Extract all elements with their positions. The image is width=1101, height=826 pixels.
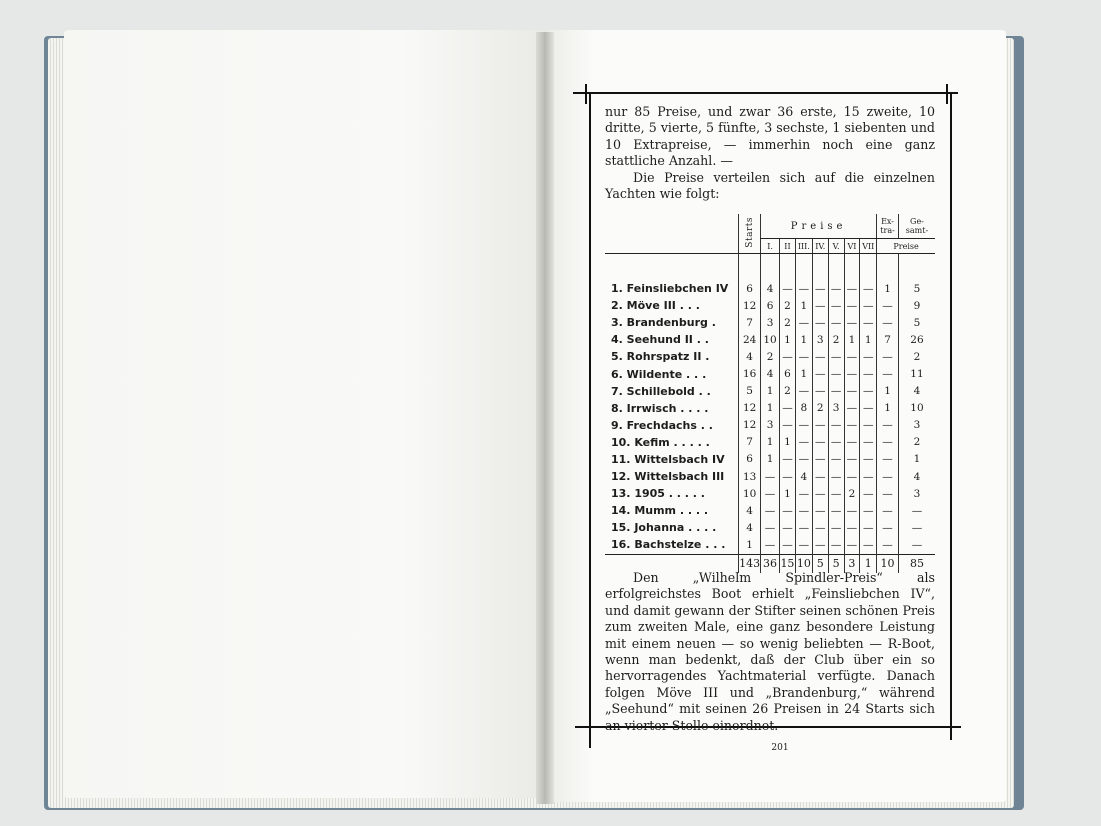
boat-name-cell: 11. Wittelsbach IV [611,452,725,466]
prize-cell: 3 [828,400,844,417]
prize-cell: — [828,297,844,314]
boat-name-cell: 14. Mumm . . . . [611,504,709,518]
prize-cell: — [844,502,860,519]
starts-cell: 4 [739,348,761,365]
prize-cell: — [795,383,812,400]
roman-header: VII [860,239,877,254]
starts-cell: 16 [739,365,761,382]
prize-total-cell: 5 [812,554,828,573]
prize-cell: — [844,434,860,451]
prize-cell: — [779,280,795,297]
prize-cell: — [844,348,860,365]
prize-cell: — [844,417,860,434]
prize-cell: — [860,297,877,314]
prize-cell: — [828,348,844,365]
prize-cell: — [844,519,860,536]
prize-cell: — [761,536,780,554]
starts-cell: 7 [739,434,761,451]
right-vertical-rule [950,92,952,740]
table-body [605,254,935,573]
prize-cell: — [795,348,812,365]
prize-cell: 1 [761,451,780,468]
prize-cell: 2 [779,314,795,331]
table-row [605,434,935,451]
table-row [605,365,935,382]
prize-cell: 1 [844,331,860,348]
prize-cell: — [779,348,795,365]
extra-cell: 1 [877,280,899,297]
spacer-cell [795,254,812,281]
prize-cell: — [812,519,828,536]
prize-total-cell: 5 [828,554,844,573]
table-row [605,383,935,400]
prize-cell: — [844,536,860,554]
boat-name-cell: 6. Wildente . . . [611,367,707,381]
spacer-cell [812,254,828,281]
extra-cell: — [877,348,899,365]
prize-cell: — [779,502,795,519]
boat-name-cell: 5. Rohrspatz II . [611,350,710,364]
prize-cell: — [812,502,828,519]
prize-cell: 1 [779,331,795,348]
prize-cell: 1 [761,400,780,417]
starts-cell: 7 [739,314,761,331]
prize-cell: — [795,502,812,519]
top-right-tick [946,84,948,104]
preise-header: Preise [761,214,877,239]
total-cell: — [898,502,935,519]
extra-header: Ex-tra- [877,214,899,239]
prize-cell: — [828,314,844,331]
total-cell: — [898,536,935,554]
prize-cell: — [812,383,828,400]
extra-cell: — [877,519,899,536]
prize-cell: — [860,451,877,468]
prize-cell: — [860,519,877,536]
total-cell: 10 [898,400,935,417]
prize-cell: — [860,383,877,400]
starts-cell: 12 [739,400,761,417]
extra-cell: 1 [877,383,899,400]
prize-cell: — [812,365,828,382]
table-row [605,314,935,331]
prize-cell: — [828,383,844,400]
extra-cell: — [877,451,899,468]
prize-cell: 8 [795,400,812,417]
prize-cell: — [812,434,828,451]
starts-cell: 6 [739,280,761,297]
boat-name-cell: 8. Irrwisch . . . . [611,401,709,415]
prize-cell: — [761,468,780,485]
prize-cell: — [795,485,812,502]
prize-cell: — [761,519,780,536]
total-cell: 26 [898,331,935,348]
prize-cell: — [860,365,877,382]
boat-name-cell: 1. Feinsliebchen IV [611,282,729,296]
paragraph-closing: Den „Wilhelm Spindler-Preis“ als erfolgreichstes Boot erhielt „Feinsliebchen IV“, und damit gewann der Stifter seinen schönen Preis zum zweiten Male, eine ganz besondere Leistung mit einem neuen — so wenig beliebten — R-Boot, wenn man bedenkt, daß der Club über ein so hervorragendes Yachtmaterial verfügte. Danach folgen Möve III und „Brandenburg,“ während „Seehund“ mit seinen 26 Preisen in 24 Starts sich an vierter Stelle einordnet. [605,570,935,733]
prize-cell: — [860,314,877,331]
table-row [605,468,935,485]
table-row [605,502,935,519]
boat-name-cell: 3. Brandenburg . [611,316,716,330]
boat-name-cell: 2. Möve III . . . [611,299,700,313]
name-header [605,214,739,254]
prize-cell: — [812,280,828,297]
prize-cell: 2 [779,297,795,314]
boat-name-cell: 15. Johanna . . . . [611,521,717,535]
prize-cell: — [779,519,795,536]
prize-cell: — [795,417,812,434]
spacer-cell [828,254,844,281]
spacer-cell [779,254,795,281]
prize-cell: 2 [812,400,828,417]
prize-cell: 4 [761,365,780,382]
prize-cell: — [828,434,844,451]
prize-cell: — [860,348,877,365]
roman-header: IV. [812,239,828,254]
prize-cell: — [828,417,844,434]
starts-cell: 4 [739,519,761,536]
prize-cell: — [795,536,812,554]
gesamt-header: Ge-samt- [898,214,935,239]
total-cell: 5 [898,280,935,297]
prize-cell: — [795,451,812,468]
prize-cell: 2 [761,348,780,365]
prize-cell: — [812,417,828,434]
extra-cell: — [877,417,899,434]
total-cell: 1 [898,451,935,468]
extra-cell: — [877,536,899,554]
prize-cell: 2 [828,331,844,348]
prize-cell: — [860,536,877,554]
starts-cell: 13 [739,468,761,485]
prize-cell: — [860,417,877,434]
prize-cell: — [844,297,860,314]
starts-cell: 12 [739,417,761,434]
prize-cell: — [812,314,828,331]
total-cell: 9 [898,297,935,314]
prize-cell: 1 [860,331,877,348]
prize-cell: — [812,451,828,468]
prize-cell: 6 [779,365,795,382]
prize-cell: — [844,365,860,382]
prize-cell: — [828,502,844,519]
starts-header: Starts [739,214,761,254]
spacer-cell [898,254,935,281]
boat-name-cell: 7. Schillebold . . [611,384,711,398]
prize-total-cell: 3 [844,554,860,573]
prize-cell: 1 [779,485,795,502]
starts-cell: 6 [739,451,761,468]
boat-name-cell: 13. 1905 . . . . . [611,487,705,501]
table-row [605,417,935,434]
roman-header: II [779,239,795,254]
prize-cell: 1 [779,434,795,451]
boat-name-cell: 9. Frechdachs . . [611,418,713,432]
prize-cell: — [761,485,780,502]
prize-cell: 4 [795,468,812,485]
prize-cell: 1 [795,331,812,348]
prize-cell: 1 [795,365,812,382]
table-row [605,348,935,365]
spacer-cell [739,254,761,281]
extra-cell: — [877,502,899,519]
prize-cell: — [828,536,844,554]
spacer-cell [877,254,899,281]
grand-total-cell: 85 [898,554,935,573]
prize-cell: — [844,314,860,331]
total-cell: 3 [898,417,935,434]
prize-cell: — [795,280,812,297]
extra-cell: — [877,314,899,331]
prize-cell: 3 [761,417,780,434]
extra-cell: — [877,468,899,485]
prize-cell: — [844,468,860,485]
prize-cell: — [812,468,828,485]
prize-cell: — [860,280,877,297]
prize-cell: — [844,280,860,297]
prize-cell: — [828,485,844,502]
table-row [605,536,935,554]
boat-name-cell: 16. Bachstelze . . . [611,538,726,552]
starts-cell: 1 [739,536,761,554]
total-cell: 11 [898,365,935,382]
prize-cell: 3 [812,331,828,348]
prize-cell: — [844,451,860,468]
table-row [605,280,935,297]
left-vertical-rule [589,92,591,748]
closing-text [605,570,935,734]
total-cell: 4 [898,468,935,485]
prize-total-cell: 10 [795,554,812,573]
extra-cell: 1 [877,400,899,417]
prize-cell: — [860,485,877,502]
table-row [605,400,935,417]
prize-cell: — [828,280,844,297]
starts-cell: 5 [739,383,761,400]
prize-cell: — [860,400,877,417]
prize-cell: — [844,400,860,417]
prize-cell: 4 [761,280,780,297]
prize-cell: — [860,502,877,519]
total-cell: 2 [898,348,935,365]
prize-total-cell: 36 [761,554,780,573]
total-cell: 3 [898,485,935,502]
table-row [605,519,935,536]
prize-cell: — [828,519,844,536]
page-number: 201 [771,743,789,753]
top-rule [573,92,958,94]
extra-cell: — [877,434,899,451]
spacer-row [605,254,935,281]
boat-name-cell: 4. Seehund II . . [611,333,709,347]
paragraph-table-intro: Die Preise verteilen sich auf die einzelnen Yachten wie folgt: [605,169,935,202]
prize-cell: — [828,365,844,382]
extra-cell: — [877,297,899,314]
prize-cell: — [860,434,877,451]
prize-cell: 1 [795,297,812,314]
prize-cell: — [779,536,795,554]
prize-cell: 3 [761,314,780,331]
prize-cell: — [844,383,860,400]
spacer-cell [761,254,780,281]
prize-cell: — [779,400,795,417]
prize-table [605,214,935,573]
roman-header: I. [761,239,780,254]
prize-cell: — [779,417,795,434]
prize-cell: — [812,485,828,502]
prize-cell: — [795,314,812,331]
total-cell: — [898,519,935,536]
table-row [605,485,935,502]
prize-cell: 2 [844,485,860,502]
roman-header: V. [828,239,844,254]
spacer-cell [844,254,860,281]
paragraph-intro: nur 85 Preise, und zwar 36 erste, 15 zweite, 10 dritte, 5 vierte, 5 fünfte, 3 sechste, 1 siebenten und 10 Extrapreise, — immerhin noch eine ganz stattliche Anzahl. — [605,104,935,169]
prize-cell: — [779,468,795,485]
prize-cell: — [812,348,828,365]
total-cell: 5 [898,314,935,331]
total-cell: 4 [898,383,935,400]
prize-cell: — [795,519,812,536]
prize-cell: 2 [779,383,795,400]
total-cell: 2 [898,434,935,451]
spacer-cell [860,254,877,281]
roman-header: VI [844,239,860,254]
prize-cell: — [812,297,828,314]
prize-total-cell: 15 [779,554,795,573]
starts-total-cell: 143 [739,554,761,573]
prize-cell: 6 [761,297,780,314]
table-row [605,331,935,348]
starts-cell: 24 [739,331,761,348]
boat-name-cell: 10. Kefim . . . . . [611,435,710,449]
book-gutter [536,32,554,804]
top-left-tick [585,84,587,104]
boat-name-cell: 12. Wittelsbach III [611,470,725,484]
starts-cell: 4 [739,502,761,519]
preise-subheader: Preise [877,239,935,254]
prize-total-cell: 1 [860,554,877,573]
prize-cell: — [779,451,795,468]
prize-cell: — [828,451,844,468]
prize-cell: 10 [761,331,780,348]
spacer-cell [605,254,739,281]
body-text [605,104,935,202]
roman-header: III. [795,239,812,254]
table-row [605,297,935,314]
extra-cell: — [877,365,899,382]
prize-cell: 1 [761,383,780,400]
extra-total-cell: 10 [877,554,899,573]
prize-cell: — [828,468,844,485]
starts-cell: 12 [739,297,761,314]
prize-cell: — [795,434,812,451]
table-row [605,451,935,468]
prize-cell: — [812,536,828,554]
left-page-blank [64,30,548,798]
extra-cell: 7 [877,331,899,348]
prize-cell: 1 [761,434,780,451]
prize-cell: — [761,502,780,519]
extra-cell: — [877,485,899,502]
prize-cell: — [860,468,877,485]
starts-cell: 10 [739,485,761,502]
